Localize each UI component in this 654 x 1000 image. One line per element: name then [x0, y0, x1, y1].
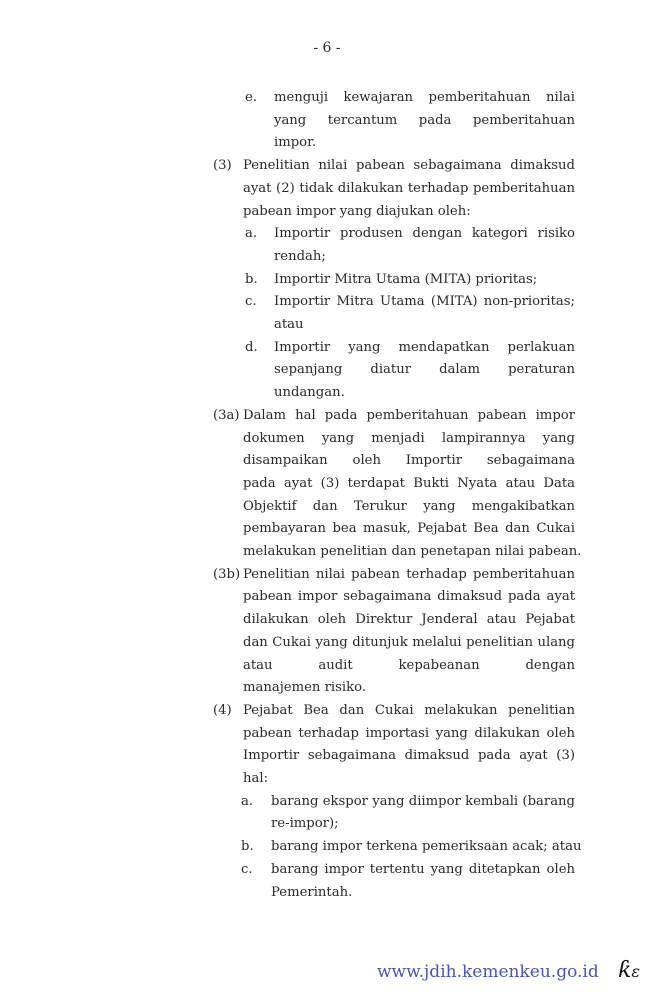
item-label: a. — [241, 793, 254, 809]
footer-url[interactable]: www.jdih.kemenkeu.go.id — [377, 962, 599, 982]
text-line: pabean impor yang diajukan oleh: — [243, 203, 471, 219]
item-label: b. — [241, 839, 254, 855]
text-line: Importir produsen dengan kategori risiko — [274, 226, 575, 242]
text-line: manajemen risiko. — [243, 680, 367, 696]
text-line: pembayaran bea masuk, Pejabat Bea dan Cukai — [243, 521, 575, 537]
text-line: barang ekspor yang diimpor kembali (barang — [271, 793, 575, 809]
text-line: rendah; — [274, 248, 326, 264]
text-line: Importir Mitra Utama (MITA) prioritas; — [274, 271, 538, 287]
text-line: Pemerintah. — [271, 884, 353, 900]
text-line: Penelitian nilai pabean sebagaimana dimaksud — [243, 158, 575, 174]
text-line: pada ayat (3) terdapat Bukti Nyata atau Data — [243, 475, 575, 491]
text-line: impor. — [274, 135, 317, 151]
text-line: Dalam hal pada pemberitahuan pabean impor — [243, 407, 575, 423]
text-line: Pejabat Bea dan Cukai melakukan penelitian — [243, 702, 575, 718]
item-label: c. — [241, 861, 253, 877]
text-line: atau audit kepabeanan dengan — [243, 657, 575, 673]
item-label: (3b) — [213, 566, 241, 582]
text-line: re-impor); — [271, 816, 339, 832]
item-label: c. — [245, 294, 257, 310]
initials-signature: ƙɛ — [618, 958, 640, 983]
text-line: Importir sebagaimana dimaksud pada ayat (3) — [243, 748, 575, 764]
text-line: melakukan penelitian dan penetapan nilai pabean. — [243, 544, 582, 559]
text-line: barang impor tertentu yang ditetapkan oleh — [271, 861, 575, 877]
item-label: (4) — [213, 702, 232, 718]
text-line: ayat (2) tidak dilakukan terhadap pemberitahuan — [243, 180, 575, 196]
text-line: Objektif dan Terukur yang mengakibatkan — [243, 498, 575, 514]
text-line: undangan. — [274, 385, 345, 401]
text-line: dilakukan oleh Direktur Jenderal atau Pejabat — [243, 612, 575, 628]
item-label: b. — [245, 271, 258, 287]
text-line: pabean terhadap importasi yang dilakukan oleh — [243, 725, 575, 741]
text-line: pabean impor sebagaimana dimaksud pada ayat — [243, 589, 575, 605]
item-label: (3) — [213, 158, 232, 174]
text-line: yang tercantum pada pemberitahuan — [274, 112, 575, 128]
page-number: - 6 - — [313, 40, 341, 56]
text-line: Importir yang mendapatkan perlakuan — [274, 339, 575, 355]
text-line: atau — [274, 317, 304, 332]
text-line: sepanjang diatur dalam peraturan — [274, 362, 575, 378]
text-line: dan Cukai yang ditunjuk melalui penelitian ulang — [243, 634, 575, 650]
text-line: dokumen yang menjadi lampirannya yang — [243, 430, 575, 446]
item-label: d. — [245, 339, 258, 355]
item-label: e. — [245, 90, 257, 105]
text-line: Penelitian nilai pabean terhadap pemberitahuan — [243, 566, 575, 582]
item-label: a. — [245, 226, 258, 242]
text-line: disampaikan oleh Importir sebagaimana — [243, 453, 575, 469]
text-line: Importir Mitra Utama (MITA) non-prioritas; — [274, 294, 575, 310]
item-label: (3a) — [213, 407, 240, 423]
text-line: barang impor terkena pemeriksaan acak; atau — [271, 839, 582, 855]
text-line: hal: — [243, 771, 269, 786]
text-line: menguji kewajaran pemberitahuan nilai — [274, 90, 575, 105]
